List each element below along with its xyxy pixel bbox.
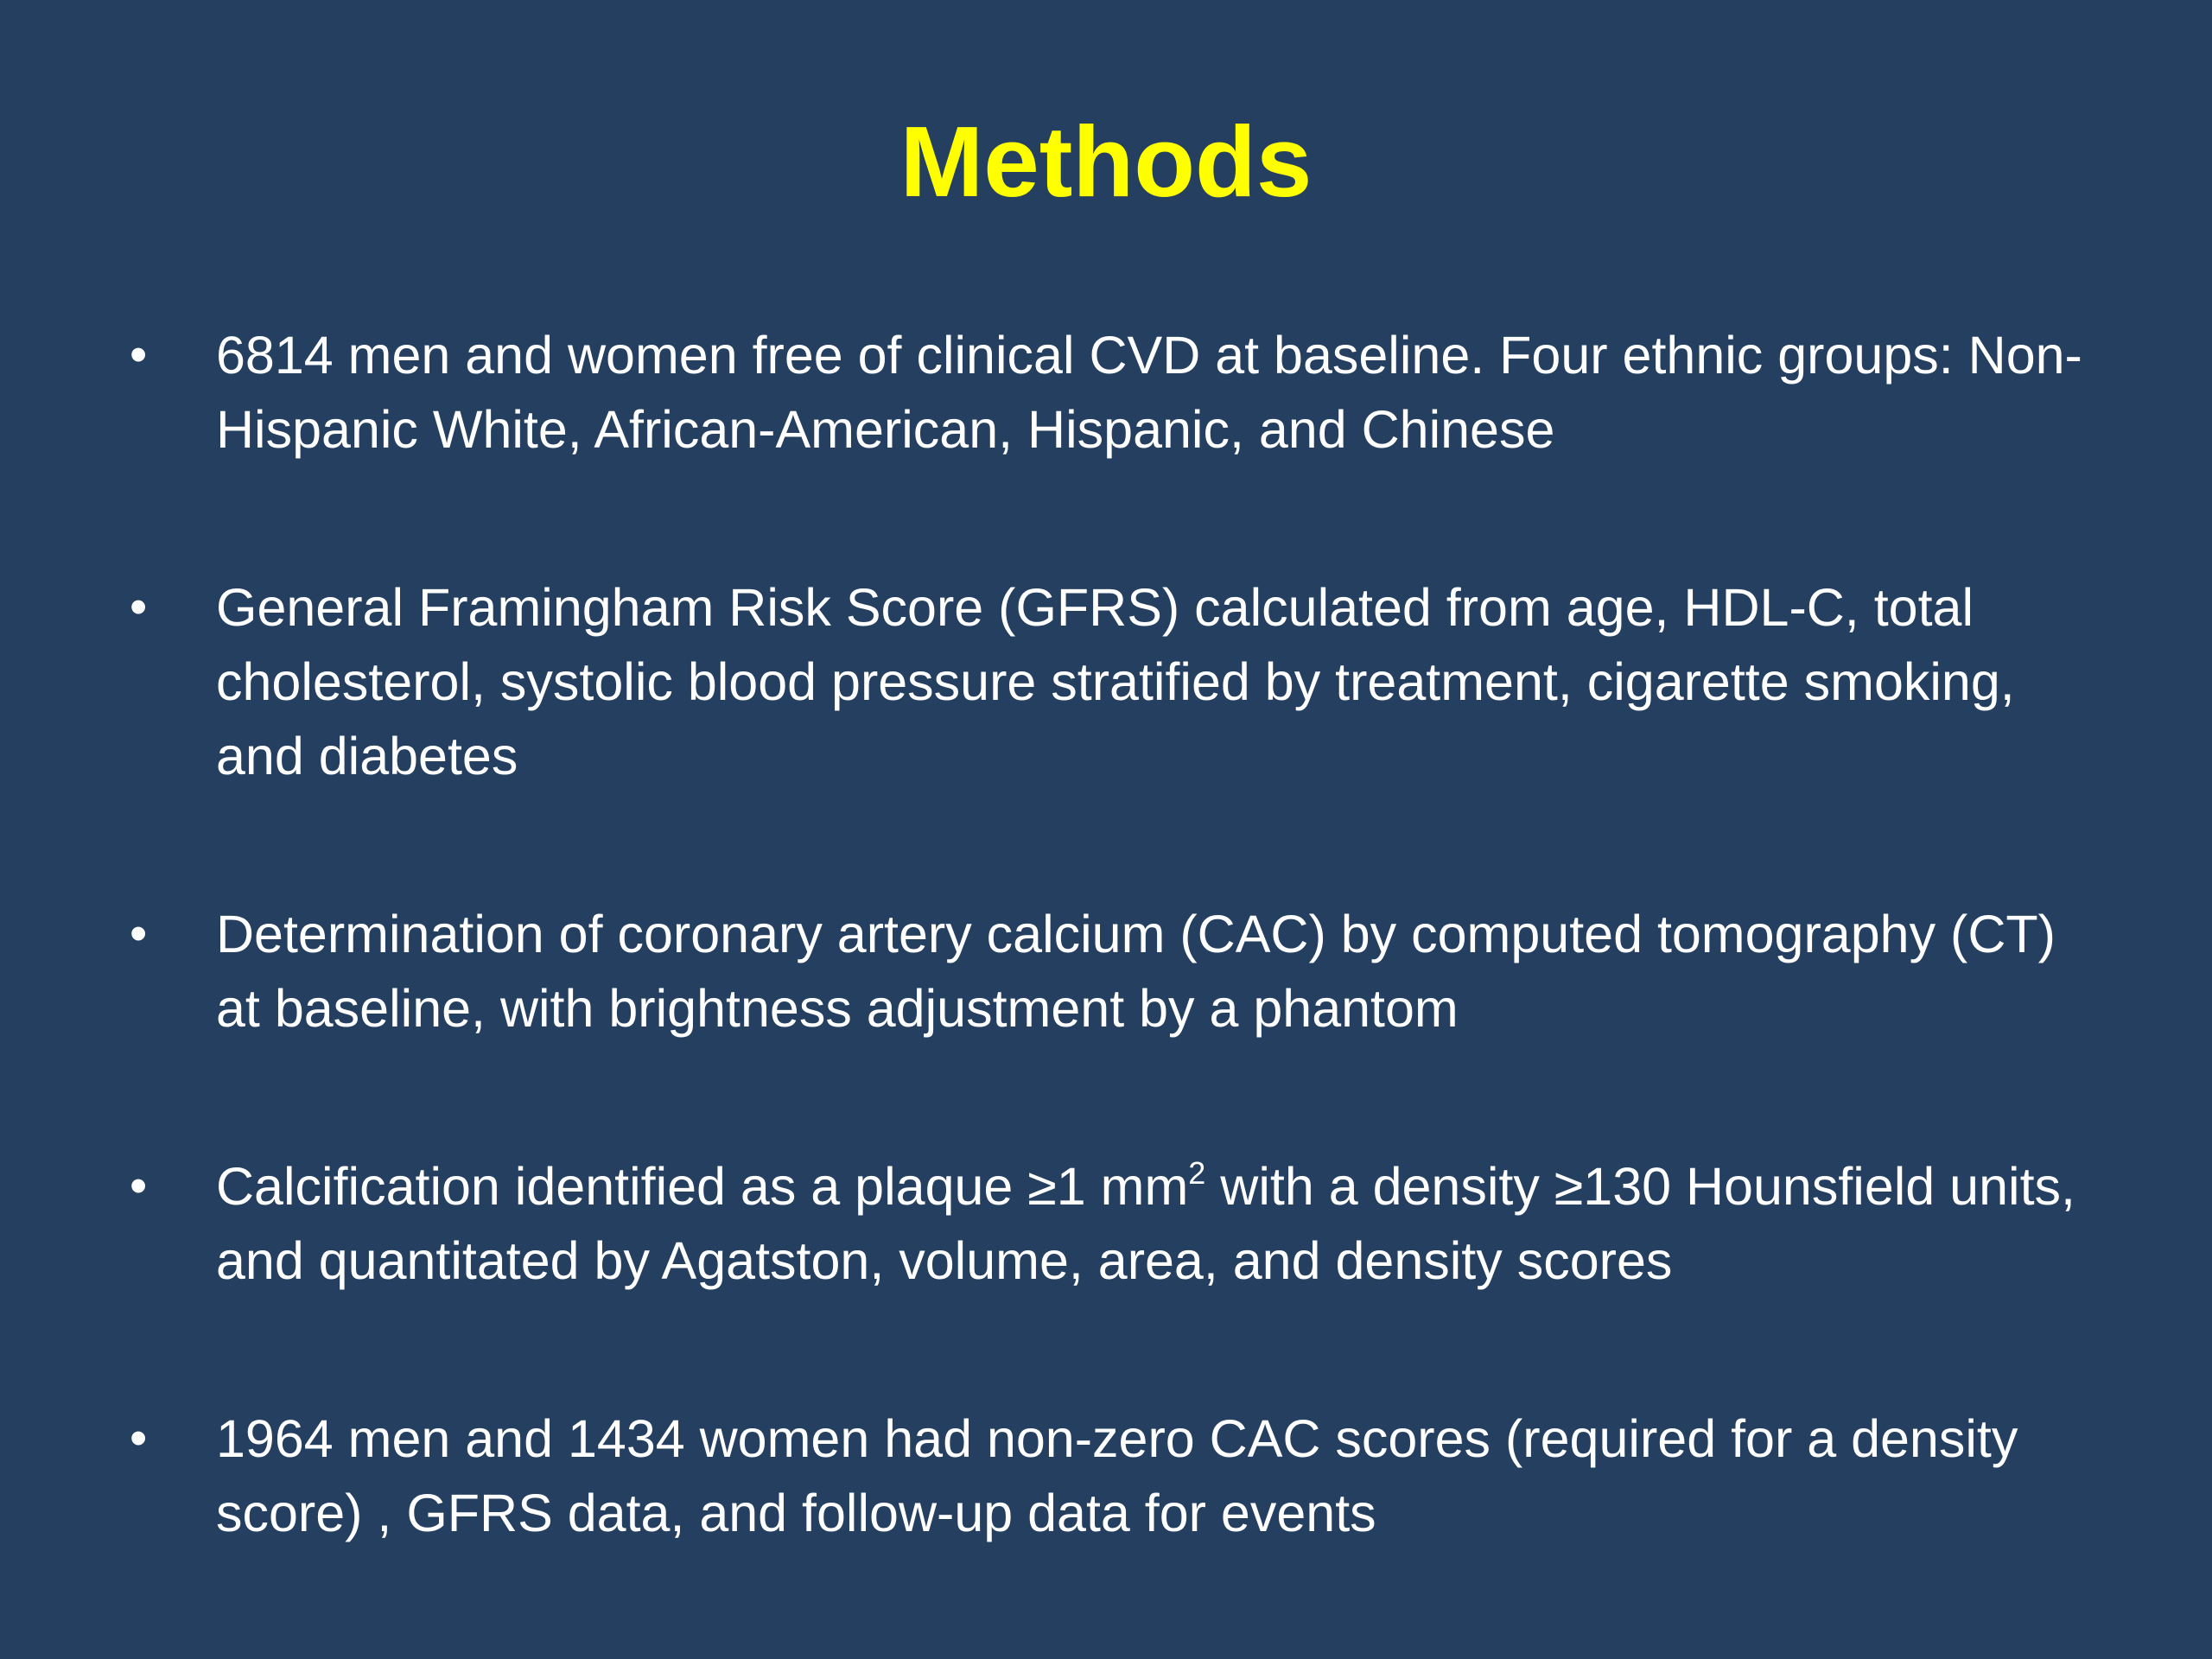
bullet-item (130, 897, 2108, 1046)
bullet-symbol: • (130, 579, 148, 635)
bullet-text-with-superscript (216, 1149, 2108, 1298)
bullet-symbol: • (130, 906, 148, 962)
bullet-item (130, 1402, 2108, 1550)
bullet-symbol: • (130, 1158, 148, 1214)
bullet-text-after-superscript: with a density ≥130 Hounsfield units, and quantitated by Agatston, volume, area, and density scores (216, 1157, 2075, 1290)
superscript-two: 2 (1188, 1155, 1206, 1191)
bullet-text: Determination of coronary artery calcium (CAC) by computed tomography (CT) at baseline, with brightness adjustment by a phantom (216, 905, 2056, 1038)
bullet-symbol: • (130, 327, 148, 383)
bullet-item (130, 318, 2108, 467)
bullet-text: General Framingham Risk Score (GFRS) calculated from age, HDL-C, total cholesterol, systolic blood pressure stratified by treatment, cigarette smoking, and diabetes (216, 578, 2015, 785)
bullet-item (130, 1149, 2108, 1298)
bullet-list (130, 318, 2108, 1550)
bullet-symbol: • (130, 1410, 148, 1466)
bullet-text: 6814 men and women free of clinical CVD at baseline. Four ethnic groups: Non-Hispanic White, African-American, Hispanic, and Chinese (216, 326, 2082, 459)
bullet-text: 1964 men and 1434 women had non-zero CAC scores (required for a density score) , GFRS data, and follow-up data for events (216, 1409, 2018, 1542)
bullet-item (130, 570, 2108, 793)
bullet-text-before-superscript: Calcification identified as a plaque ≥1 mm (216, 1157, 1189, 1216)
slide-title: Methods (899, 105, 1313, 218)
